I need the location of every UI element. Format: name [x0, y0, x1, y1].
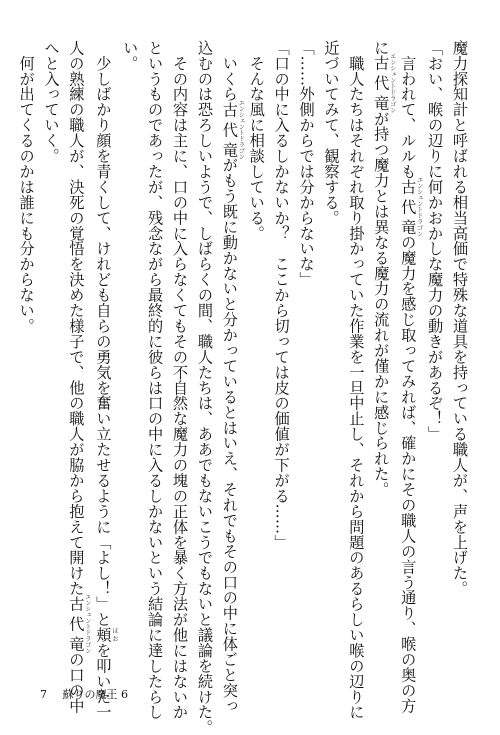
text-line — [217, 40, 245, 714]
ruby-kodairyu: 古代竜エンシェントドラゴン — [67, 593, 91, 654]
text-line: い。 — [121, 40, 140, 71]
text-segment: 人の熟練の職人が、決死の覚悟を決めた様子で、他の職人が脇から抱えて開けた — [67, 40, 86, 597]
text-segment: の魔力を感じ取ってみれば、確かにその職人の言う通り、喉の奥の方 — [399, 234, 418, 714]
text-line: 職人たちはそれぞれ取り掛かっていた作業を一旦中止し、それから問題のあるらしい喉の辺りに — [347, 40, 366, 720]
text-segment: いくら — [220, 40, 239, 102]
text-line: 「口の中に入るしかないか？ ここから切っては皮の価値が下がる……」 — [272, 40, 291, 550]
text-line: というものであったが、残念ながら最終的に彼らは口の中に入るしかないという結論に達したらし — [146, 40, 165, 720]
text-segment: 言われて、ルルも — [399, 40, 418, 180]
book-title: 蘇りの魔王 6 — [62, 688, 128, 701]
text-line — [395, 40, 423, 714]
text-line: 何が出てくるのかは誰にも分からない。 — [17, 40, 36, 334]
text-line: 近づいてみて、観察する。 — [322, 40, 341, 226]
text-line — [368, 40, 395, 632]
text-line: そんな風に相談している。 — [247, 40, 266, 241]
text-line: 魔力探知計と呼ばれる相当高価で特殊な道具を持っている職人が、声を上げた。 — [451, 40, 469, 597]
page-number: 7 — [40, 688, 47, 701]
text-line — [64, 40, 91, 714]
text-segment: がもう既に動かないと分かっているとはいえ、それでもその口の中に体ごと突っ — [220, 157, 239, 714]
ruby-kodairyu: 古代竜エンシェントドラゴン — [399, 176, 423, 237]
text-segment: に — [372, 40, 391, 56]
ruby-kodairyu: 古代竜エンシェントドラゴン — [220, 99, 245, 160]
text-segment: を叩いた一 — [94, 642, 113, 720]
text-line: その内容は主に、口の中に入らなくてもその不自然な魔力の塊の正体を暴く方法が他にはないか — [171, 40, 190, 720]
page-footer — [40, 686, 128, 702]
ruby-kodairyu: 古代竜エンシェントドラゴン — [372, 53, 396, 114]
text-segment: が持つ魔力とは異なる魔力の流れが僅かに感じられた。 — [372, 110, 391, 498]
text-line: へと入っていく。 — [42, 40, 61, 164]
text-line: 「……外側からでは分からないな」 — [297, 40, 316, 288]
text-line — [90, 40, 118, 720]
text-segment: 少しばかり顔を青くして、けれども自らの勇気を奮い立たせるように「よし！」と — [94, 40, 113, 628]
text-line: 込むのは恐ろしいようで、しばらくの間、職人たちは、ああでもないこうでもないと議論を続けた。 — [195, 40, 214, 735]
text-line: 「おい、喉の辺りに何かおかしな魔力の動きがあるぞ！」 — [426, 40, 445, 442]
text-segment: の口の中 — [67, 651, 86, 714]
ruby-hoho: 頬ほお — [94, 627, 118, 643]
